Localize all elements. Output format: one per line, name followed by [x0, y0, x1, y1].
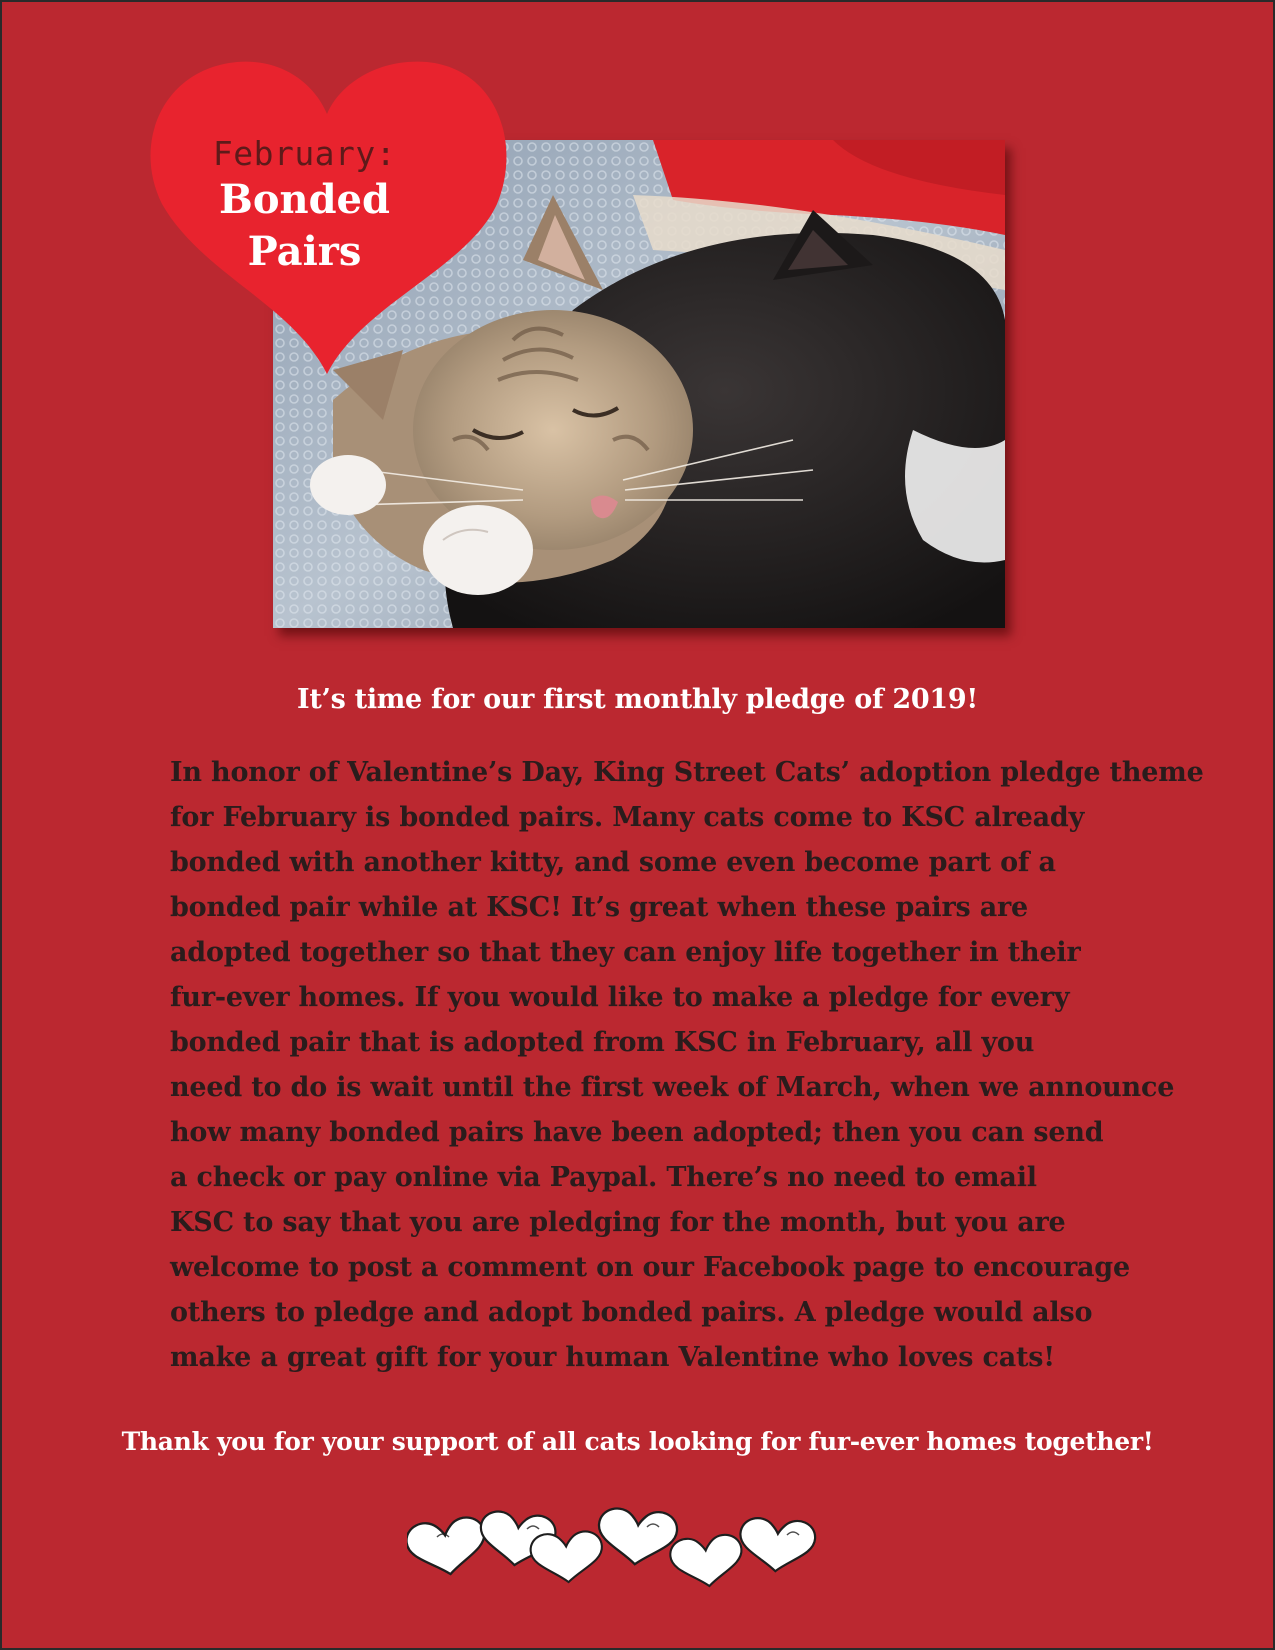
body-line: KSC to say that you are pledging for the month, but you are [170, 1207, 1066, 1238]
thank-you-line: Thank you for your support of all cats looking for fur-ever homes together! [121, 1427, 1154, 1456]
body-line: others to pledge and adopt bonded pairs. A pledge would also [170, 1297, 1093, 1328]
body-line: adopted together so that they can enjoy life together in their [170, 937, 1081, 968]
heart-badge [142, 54, 522, 384]
heart-text [182, 134, 427, 278]
body-line: make a great gift for your human Valentine who loves cats! [170, 1342, 1055, 1373]
headline: It’s time for our first monthly pledge of 2019! [297, 684, 978, 715]
heart-garland-icon [407, 1497, 847, 1607]
body-line: bonded pair while at KSC! It’s great when these pairs are [170, 892, 1028, 923]
badge-theme: Bonded Pairs [219, 176, 390, 275]
body-line: a check or pay online via Paypal. There’s no need to email [170, 1162, 1037, 1193]
body-line: In honor of Valentine’s Day, King Street Cats’ adoption pledge theme [170, 757, 1204, 788]
body-line: how many bonded pairs have been adopted; then you can send [170, 1117, 1104, 1148]
body-line: bonded with another kitty, and some even become part of a [170, 847, 1056, 878]
body-line: need to do is wait until the first week of March, when we announce [170, 1072, 1175, 1103]
body-line: fur-ever homes. If you would like to make a pledge for every [170, 982, 1070, 1013]
body-line: welcome to post a comment on our Facebook page to encourage [170, 1252, 1130, 1283]
badge-month: February: [212, 134, 397, 173]
body-paragraph [170, 750, 1204, 1380]
body-line: bonded pair that is adopted from KSC in February, all you [170, 1027, 1035, 1058]
body-line: for February is bonded pairs. Many cats come to KSC already [170, 802, 1085, 833]
